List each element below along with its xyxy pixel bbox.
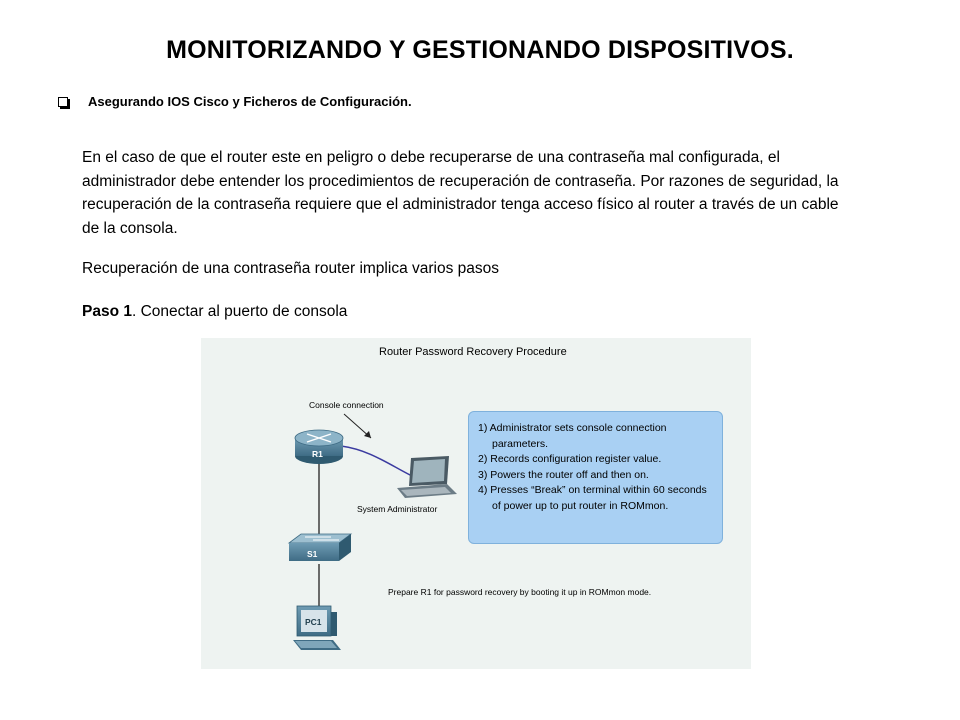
callout-box <box>468 411 723 544</box>
callout-step: 4) Presses “Break” on terminal within 60 seconds of power up to put router in ROMmon. <box>478 484 707 512</box>
figure-title: Router Password Recovery Procedure <box>379 346 567 358</box>
router-label: R1 <box>312 449 323 459</box>
checkbox-bullet-icon <box>58 97 68 107</box>
laptop-icon <box>397 456 457 498</box>
console-cable <box>341 446 416 478</box>
figure-caption: Prepare R1 for password recovery by booting it up in ROMmon mode. <box>388 587 652 597</box>
console-label: Console connection <box>309 400 384 410</box>
switch-label: S1 <box>307 549 318 559</box>
body-paragraph: En el caso de que el router este en peligro o debe recuperarse de una contraseña mal configurada, el administrador debe entender los procedimientos de recuperación de contraseña. Por razones de seguridad, la recuperación de la contraseña requiere que el administrador tenga acceso físico al router a través de un cable de la consola. <box>82 149 839 237</box>
switch-icon <box>289 534 351 561</box>
recovery-figure <box>201 338 751 669</box>
callout-step: 1) Administrator sets console connection parameters. <box>478 422 667 450</box>
subheading-bullet <box>58 94 412 109</box>
callout-step: 3) Powers the router off and then on. <box>478 468 649 481</box>
callout-step: 2) Records configuration register value. <box>478 453 662 465</box>
subheading: Asegurando IOS Cisco y Ficheros de Configuración. <box>88 94 412 109</box>
admin-label: System Administrator <box>357 504 438 514</box>
step-1-label: Paso 1 <box>82 303 132 320</box>
slide-title: MONITORIZANDO Y GESTIONANDO DISPOSITIVOS. <box>166 36 794 64</box>
pc-label: PC1 <box>305 617 322 627</box>
pc-icon <box>293 606 341 650</box>
steps-intro: Recuperación de una contraseña router implica varios pasos <box>82 260 500 277</box>
step-1-line <box>82 303 347 321</box>
step-1-text: . Conectar al puerto de consola <box>131 303 348 320</box>
